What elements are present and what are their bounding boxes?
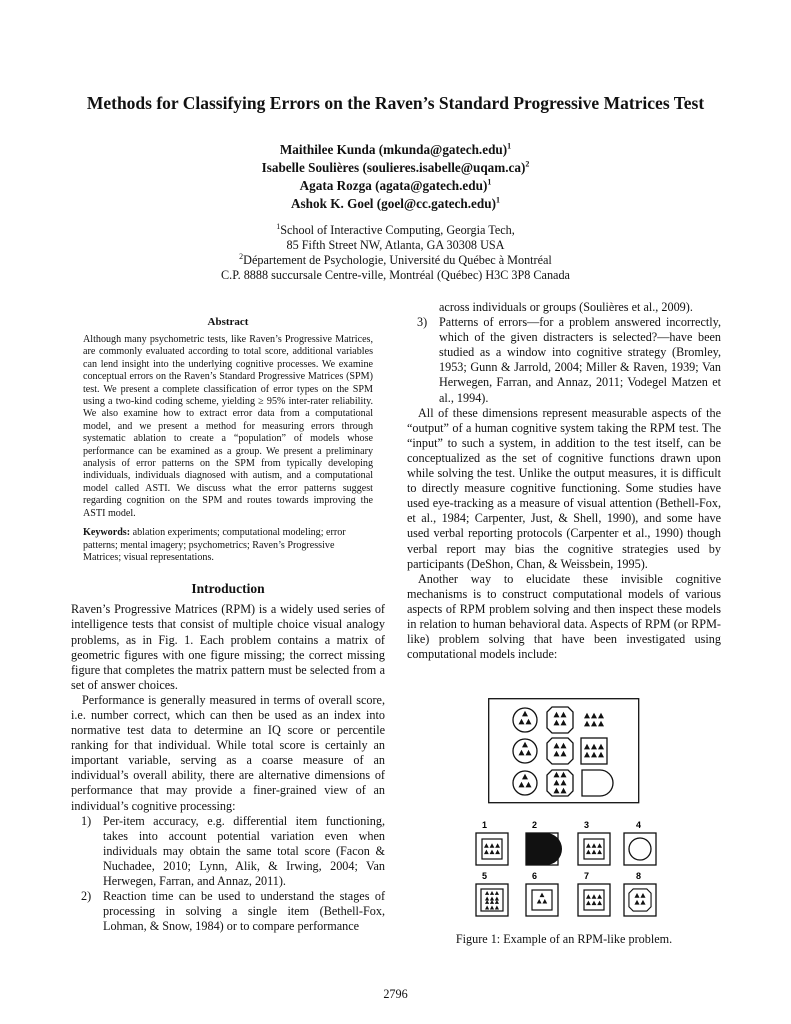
answer-choices — [476, 820, 656, 916]
keywords: Keywords: ablation experiments; computational modeling; error patterns; mental imagery; psychometrics; Raven’s Progressive Matrices; visual representations. — [83, 527, 346, 563]
answer-label-4: 4 — [636, 820, 642, 830]
paper-title: Methods for Classifying Errors on the Raven’s Standard Progressive Matrices Test — [86, 93, 705, 113]
problem-matrix — [489, 699, 639, 803]
abstract-body: Although many psychometric tests, like Raven’s Progressive Matrices, are commonly evaluated according to total score, additional variables can lend insight into the underlying cognitive processes. We examine conceptual errors on the Raven’s Standard Progressive Matrices (SPM) test. We present a complete classification of error types on the SPM using a two-kind coding scheme, yielding ≥ 95% inter-rater reliability. We also examine how to extract error data from a computational model, and we present a method for measuring errors through systematic ablation to create a “population” of models whose performance can be examined as a group. We present a preliminary analysis of error patterns on the SPM from typically developing individuals, individuals diagnosed with autism, and a computational model called ASTI. We discuss what the error patterns suggest regarding cognition on the SPM and routes towards improving the ASTI model. — [83, 334, 373, 519]
affiliation-1-line-1: $^1$School of Interactive Computing, Georgia Tech, — [276, 221, 515, 237]
answer-label-1: 1 — [482, 820, 488, 830]
left-column — [71, 316, 385, 934]
intro-paragraph-4: Another way to elucidate these invisible cognitive mechanisms is to construct computational models of various aspects of RPM problem solving and then inspect these models in relation to human behavioral data. Aspects of RPM (or RPM-like) problem solving that have been investigated using computational models include: — [407, 571, 721, 662]
answer-label-2: 2 — [532, 820, 538, 830]
answer-choice-5[interactable] — [476, 871, 508, 916]
answer-choice-8[interactable] — [624, 871, 656, 916]
intro-paragraph-1: Raven’s Progressive Matrices (RPM) is a widely used series of intelligence tests that consist of multiple choice visual analogy problems, as in Fig. 1. Each problem contains a matrix of geometric figures with one figure missing; the correct missing figure that completes the matrix pattern must be selected from a set of answer choices. — [71, 602, 385, 692]
answer-choice-3[interactable] — [578, 820, 610, 865]
abstract-heading: Abstract — [207, 316, 249, 328]
author-1: Maithilee Kunda (mkunda@gatech.edu)$^1$ — [279, 141, 512, 157]
figure-caption: Figure 1: Example of an RPM-like problem. — [455, 932, 673, 946]
list-item-2-continued: across individuals or groups (Soulières et al., 2009). — [439, 300, 693, 314]
right-column — [407, 300, 721, 662]
author-list — [40, 141, 751, 213]
answer-choice-6[interactable] — [526, 871, 558, 916]
affiliation-2-line-1: $^2$Département de Psychologie, Université du Québec à Montréal — [239, 251, 552, 267]
answer-label-5: 5 — [482, 871, 488, 881]
answer-label-6: 6 — [532, 871, 538, 881]
author-2: Isabelle Soulières (soulieres.isabelle@uqam.ca)$^2$ — [261, 159, 530, 175]
answer-label-8: 8 — [636, 871, 642, 881]
answer-choice-1[interactable] — [476, 820, 508, 865]
list-item-2: 2) Reaction time can be used to understand the stages of processing in solving a single item (Bethell-Fox, Lohman, & Snow, 1984) or to compare performance — [81, 889, 385, 934]
answer-choice-4[interactable] — [624, 820, 656, 865]
answer-choice-7[interactable] — [578, 871, 610, 916]
affiliations — [40, 223, 751, 283]
introduction-heading: Introduction — [191, 581, 265, 597]
answer-label-7: 7 — [584, 871, 590, 881]
rpm-figure — [482, 698, 642, 926]
page-number: 2796 — [383, 987, 408, 1001]
affiliation-1-line-2: 85 Fifth Street NW, Atlanta, GA 30308 USA — [286, 238, 505, 252]
list-item-3: 3) Patterns of errors—for a problem answered incorrectly, which of the given distracters is selected?—have been studied as a window into cognitive strategy (Bromley, 1953; Gunn & Jarrold, 2004; Miller & Raven, 1939; Van Herwegen, Farran, and Annaz, 2011; Vodegel Matzen et al., 1994). — [417, 315, 721, 405]
author-3: Agata Rozga (agata@gatech.edu)$^1$ — [299, 177, 492, 193]
list-item-1: 1) Per-item accuracy, e.g. differential item functioning, takes into account potential variation even when individuals may obtain the same total score (Facon & Nuchadee, 2010; Lynn, Alik, & Irwing, 2004; Van Herwegen, Farran, and Annaz, 2011). — [81, 813, 385, 888]
author-4: Ashok K. Goel (goel@cc.gatech.edu)$^1$ — [291, 195, 500, 211]
affiliation-2-line-2: C.P. 8888 succursale Centre-ville, Montréal (Québec) H3C 3P8 Canada — [221, 268, 570, 282]
answer-label-3: 3 — [584, 820, 590, 830]
answer-choice-2[interactable] — [526, 820, 562, 865]
intro-paragraph-2: Performance is generally measured in terms of overall score, i.e. number correct, which can then be used as an index into normative test data to determine an IQ score or percentile ranking for that individual. While total score is certainly an important variable, serving as a coarse measure of an individual’s overall ability, there are alternative dimensions of performance that may provide a finer-grained view of an individual’s cognitive processing: — [71, 692, 385, 813]
intro-paragraph-3: All of these dimensions represent measurable aspects of the “output” of a human cognitive system taking the RPM test. The “input” to such a system, in addition to the test itself, can be conceptualized as the set of cognitive functions drawn upon while solving the test. Unlike the output measures, it is difficult to directly measure cognitive functioning. Some studies have used eye-tracking as a measure of visual attention (Bethell-Fox, et al., 1984; Carpenter, Just, & Shell, 1990), and some have used verbal reporting protocols (Carpenter et al., 1990) though verbal report may bias the cognitive strategies used by participants (DeShon, Chan, & Weissbein, 1995). — [407, 405, 721, 571]
